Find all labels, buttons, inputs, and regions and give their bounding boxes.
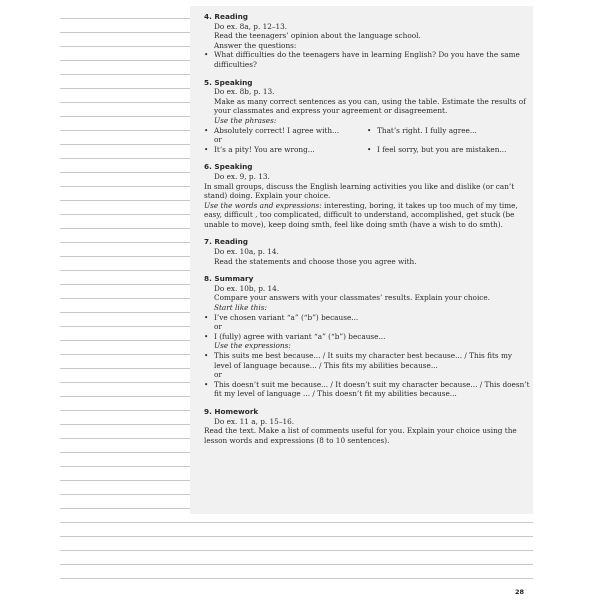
note-line bbox=[60, 382, 190, 383]
start-label: Start like this: bbox=[214, 303, 267, 313]
phrases-row bbox=[204, 126, 530, 136]
exercise-ref: Do ex. 10a, p. 14. bbox=[214, 247, 279, 257]
note-line bbox=[60, 214, 190, 215]
note-line bbox=[60, 466, 190, 467]
section-title: 9. Homework bbox=[204, 406, 259, 416]
note-line bbox=[60, 46, 190, 47]
bullet-item: • This doesn’t suit me because... / It doesn’t suit my character because... / This doesn’t fit my level of language ... / This doesn’t fit my abilities because... bbox=[204, 380, 530, 399]
section-title: 5. Speaking bbox=[204, 77, 253, 87]
section-title: 6. Speaking bbox=[204, 162, 253, 172]
section-speaking-6 bbox=[204, 162, 530, 229]
exercise-ref: Do ex. 11 a, p. 15–16. bbox=[214, 416, 295, 426]
note-line bbox=[60, 494, 190, 495]
section-reading-7 bbox=[204, 237, 530, 266]
note-line bbox=[60, 508, 190, 509]
section-speaking-5 bbox=[204, 78, 530, 155]
exercise-ref: Do ex. 10b, p. 14. bbox=[214, 283, 280, 293]
note-line bbox=[60, 256, 190, 257]
words-label: Use the words and expressions: bbox=[204, 200, 322, 210]
section-homework-9 bbox=[204, 407, 530, 445]
bullet-item: • What difficulties do the teenagers have in learning English? Do you have the same difficulties? bbox=[204, 50, 530, 69]
note-line bbox=[60, 326, 190, 327]
phrase-item: • I feel sorry, but you are mistaken... bbox=[367, 145, 530, 155]
note-line bbox=[60, 102, 190, 103]
section-reading-4 bbox=[204, 12, 530, 70]
expressions-label: Use the expressions: bbox=[214, 341, 291, 351]
note-line bbox=[60, 242, 190, 243]
bullet-item: • I’ve chosen variant “a” (“b”) because... bbox=[204, 313, 530, 323]
page-number: 28 bbox=[515, 588, 525, 596]
phrases-row bbox=[204, 145, 530, 155]
note-line bbox=[60, 550, 533, 551]
note-line bbox=[60, 130, 190, 131]
exercise-ref: Do ex. 8b, p. 13. bbox=[214, 87, 275, 97]
note-line bbox=[60, 312, 190, 313]
lesson-content bbox=[204, 12, 530, 453]
instruction: Read the teenagers’ opinion about the language school. bbox=[214, 31, 421, 41]
words-list: interesting, boring, it takes up too much of my time, easy, difficult , too complicated, difficult to understand, accomplished, get stuck (be unable to move), keep doing smth, feel like doing smth (have a wish to do smth). bbox=[204, 200, 518, 229]
section-title: 4. Reading bbox=[204, 12, 249, 21]
instruction: Read the statements and choose those you agree with. bbox=[214, 256, 417, 266]
note-line bbox=[60, 74, 190, 75]
note-line bbox=[60, 354, 190, 355]
notes-lines-column bbox=[48, 0, 192, 600]
note-line bbox=[60, 284, 190, 285]
phrase-item: • It’s a pity! You are wrong... bbox=[204, 145, 367, 155]
note-line bbox=[60, 578, 533, 579]
note-line bbox=[60, 298, 190, 299]
note-line bbox=[60, 60, 190, 61]
note-line bbox=[60, 536, 533, 537]
note-line bbox=[60, 452, 190, 453]
note-line bbox=[60, 200, 190, 201]
note-line bbox=[60, 340, 190, 341]
phrase-item: • Absolutely correct! I agree with... bbox=[204, 126, 367, 136]
note-line bbox=[60, 172, 190, 173]
instruction: Compare your answers with your classmates’ results. Explain your choice. bbox=[214, 293, 491, 303]
or-label: or bbox=[214, 135, 222, 145]
note-line bbox=[60, 368, 190, 369]
bullet-item: • I (fully) agree with variant “a” (“b”) because... bbox=[204, 332, 530, 342]
exercise-ref: Do ex. 8a, p. 12–13. bbox=[214, 21, 288, 31]
note-line bbox=[60, 396, 190, 397]
note-line bbox=[60, 424, 190, 425]
section-title: 8. Summary bbox=[204, 274, 254, 284]
or-label: or bbox=[214, 322, 222, 332]
note-line bbox=[60, 438, 190, 439]
instruction: In small groups, discuss the English learning activities you like and dislike (or can’t stand) doing. Explain your choice. bbox=[204, 181, 515, 201]
bullet-item: • This suits me best because... / It suits my character best because... / This fits my level of language because... / This fits my abilities because... bbox=[204, 351, 530, 370]
or-label: or bbox=[214, 370, 222, 380]
section-summary-8 bbox=[204, 274, 530, 399]
note-line bbox=[60, 410, 190, 411]
note-line bbox=[60, 564, 533, 565]
instruction: Read the text. Make a list of comments useful for you. Explain your choice using the lesson words and expressions (8 to 10 sentences). bbox=[204, 426, 517, 445]
exercise-ref: Do ex. 9, p. 13. bbox=[214, 171, 270, 181]
note-line bbox=[60, 228, 190, 229]
note-line bbox=[60, 522, 533, 523]
note-line bbox=[60, 116, 190, 117]
note-line bbox=[60, 88, 190, 89]
phrase-item: • That’s right. I fully agree... bbox=[367, 126, 530, 136]
note-line bbox=[60, 186, 190, 187]
section-title: 7. Reading bbox=[204, 237, 249, 247]
note-line bbox=[60, 144, 190, 145]
phrases-label: Use the phrases: bbox=[214, 115, 277, 125]
instruction: Make as many correct sentences as you can, using the table. Estimate the results of your classmates and express your agreement or disagreement. bbox=[214, 96, 526, 116]
note-line bbox=[60, 158, 190, 159]
instruction: Answer the questions: bbox=[214, 40, 297, 50]
note-line bbox=[60, 270, 190, 271]
note-line bbox=[60, 18, 190, 19]
words-paragraph bbox=[204, 201, 530, 230]
note-line bbox=[60, 480, 190, 481]
note-line bbox=[60, 32, 190, 33]
